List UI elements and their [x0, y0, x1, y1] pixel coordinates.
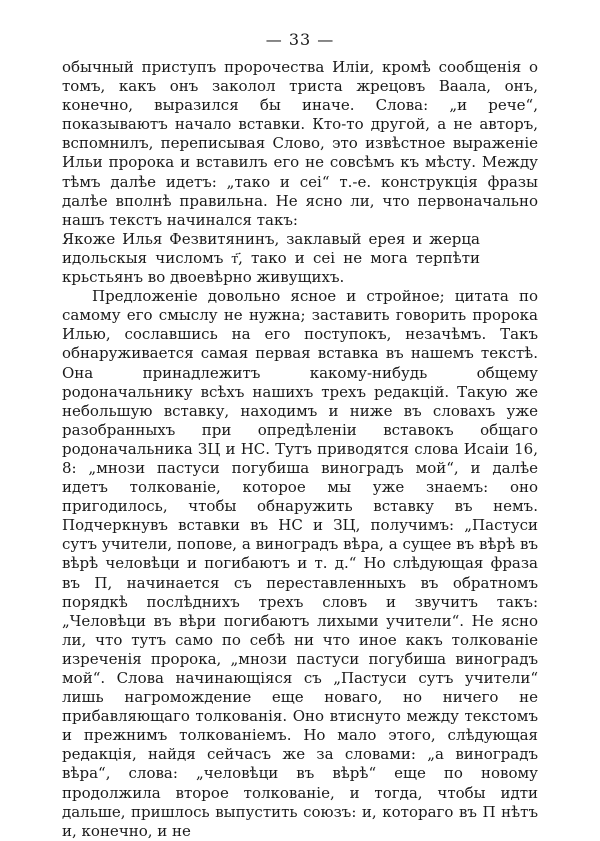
- page-number: — 33 —: [265, 30, 335, 49]
- paragraph-continued: обычный приступъ пророчества Иліи, кромѣ сообщенія о томъ, какъ онъ заколол триста жрецовъ Ваала, онъ, конечно, выразился бы иначе. Слова: „и рече“, показываютъ начало вставки. Кто-то другой, а не авторъ, вспомнилъ, переписывая Слово, это извѣстное выраженіе Ильи пророка и вставилъ его не совсѣмъ къ мѣсту. Между тѣмъ далѣе идетъ: „тако и сеі“ т.-е. конструкція фразы далѣе вполнѣ правильна. Не ясно ли, что первоначально нашъ текстъ начинался такъ:: [62, 58, 538, 229]
- paragraph-main: Предложеніе довольно ясное и стройное; цитата по самому его смыслу не нужна; заставить говорить пророка Илью, сославшись на его поступокъ, незачѣмъ. Такъ обнаруживается самая первая вставка въ нашемъ текстѣ. Она принадлежитъ какому-нибудь общему родоначальнику всѣхъ нашихъ трехъ редакцій. Такую же небольшую вставку, находимъ и ниже въ словахъ уже разобранныхъ при опредѣленіи вставокъ общаго родоначальника ЗЦ и НС. Тутъ приводятся слова Исаіи 16, 8: „мнози пастуси погубиша виноградъ мой“, и далѣе идетъ толкованіе, которое мы уже знаемъ: оно пригодилось, чтобы обнаружить вставку въ немъ. Подчеркнувъ вставки въ НС и ЗЦ, получимъ: „Пастуси сутъ учители, попове, а виноградъ вѣра, а сущее въ вѣрѣ въ вѣрѣ человѣци и погибаютъ и т. д.“ Но слѣдующая фраза въ П, начинается съ переставленныхъ въ обратномъ порядкѣ послѣднихъ трехъ словъ и звучитъ такъ: „Человѣци въ вѣри погибаютъ лихыми учители“. Не ясно ли, что тутъ само по себѣ ни что иное какъ толкованіе изреченія пророка, „мнози пастуси погубиша виноградъ мой“. Слова начинающіяся съ „Пастуси сутъ учители“ лишь нагромождение еще новаго, но ничего не прибавляющаго толкованія. Оно втиснуто между текстомъ и прежнимъ толкованіемъ. Но мало этого, слѣдующая редакція, найдя сейчасъ же за словами: „а виноградъ вѣра“, слова: „человѣци въ вѣрѣ“ еще по новому продолжила второе толкованіе, и тогда, чтобы идти дальше, пришлось выпустить союзъ: и, котораго въ П нѣтъ и, конечно, и не: [62, 287, 538, 840]
- quoted-passage: Якоже Илья Фезвитянинъ, заклавый ерея и жерца идольскыя числомъ т҃, тако и сеі не могa терпѣти крьстьянъ во двоевѣрно живущихъ.: [62, 229, 480, 287]
- page-body: [62, 58, 538, 841]
